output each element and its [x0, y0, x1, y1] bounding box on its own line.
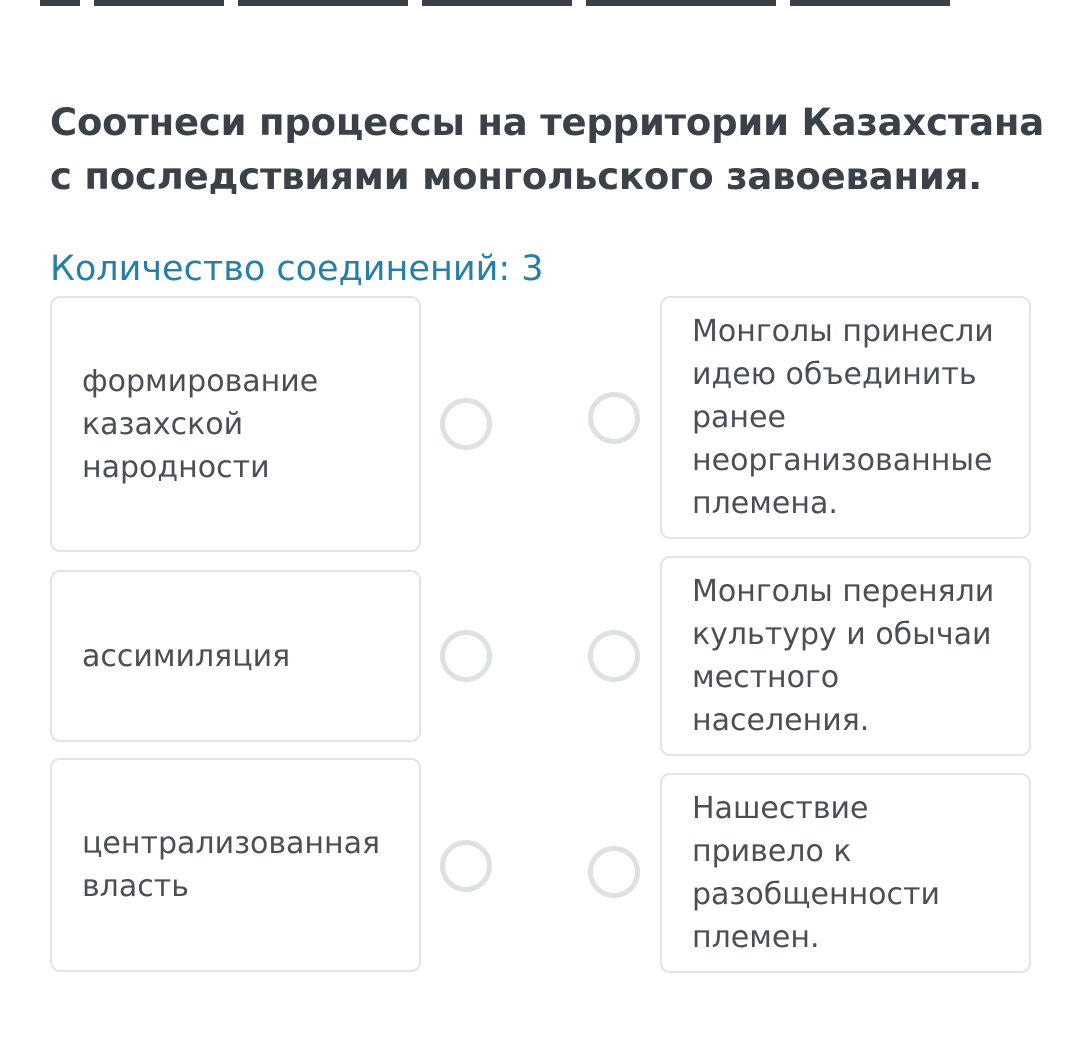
- right-card-3[interactable]: [660, 773, 1031, 973]
- right-card-2-label: Монголы переняли культуру и обычаи местного населения.: [692, 574, 995, 738]
- left-card-3[interactable]: [50, 758, 421, 972]
- left-connector-2[interactable]: [440, 630, 492, 682]
- question-line-1: Соотнеси процессы на территории Казахстана: [50, 101, 1044, 144]
- left-connector-1[interactable]: [440, 398, 492, 450]
- right-card-2[interactable]: [660, 556, 1031, 756]
- right-card-3-label: Нашествие привело к разобщенности племен.: [692, 791, 940, 955]
- left-card-3-label: централизованная власть: [82, 826, 381, 904]
- left-card-1[interactable]: [50, 296, 421, 552]
- right-connector-2[interactable]: [588, 630, 640, 682]
- right-connector-1[interactable]: [588, 392, 640, 444]
- connections-count: Количество соединений: 3: [50, 249, 544, 289]
- right-card-1-label: Монголы принесли идею объединить ранее неорганизованные племена.: [692, 314, 994, 521]
- cut-off-previous-text: [40, 0, 1000, 6]
- left-card-1-label: формирование казахской народности: [82, 363, 319, 485]
- question-line-2: с последствиями монгольского завоевания.: [50, 155, 982, 198]
- question-title: [50, 96, 1050, 204]
- left-connector-3[interactable]: [440, 840, 492, 892]
- left-card-2-label: ассимиляция: [82, 638, 291, 674]
- left-card-2[interactable]: [50, 570, 421, 742]
- right-connector-3[interactable]: [588, 846, 640, 898]
- right-card-1[interactable]: [660, 296, 1031, 539]
